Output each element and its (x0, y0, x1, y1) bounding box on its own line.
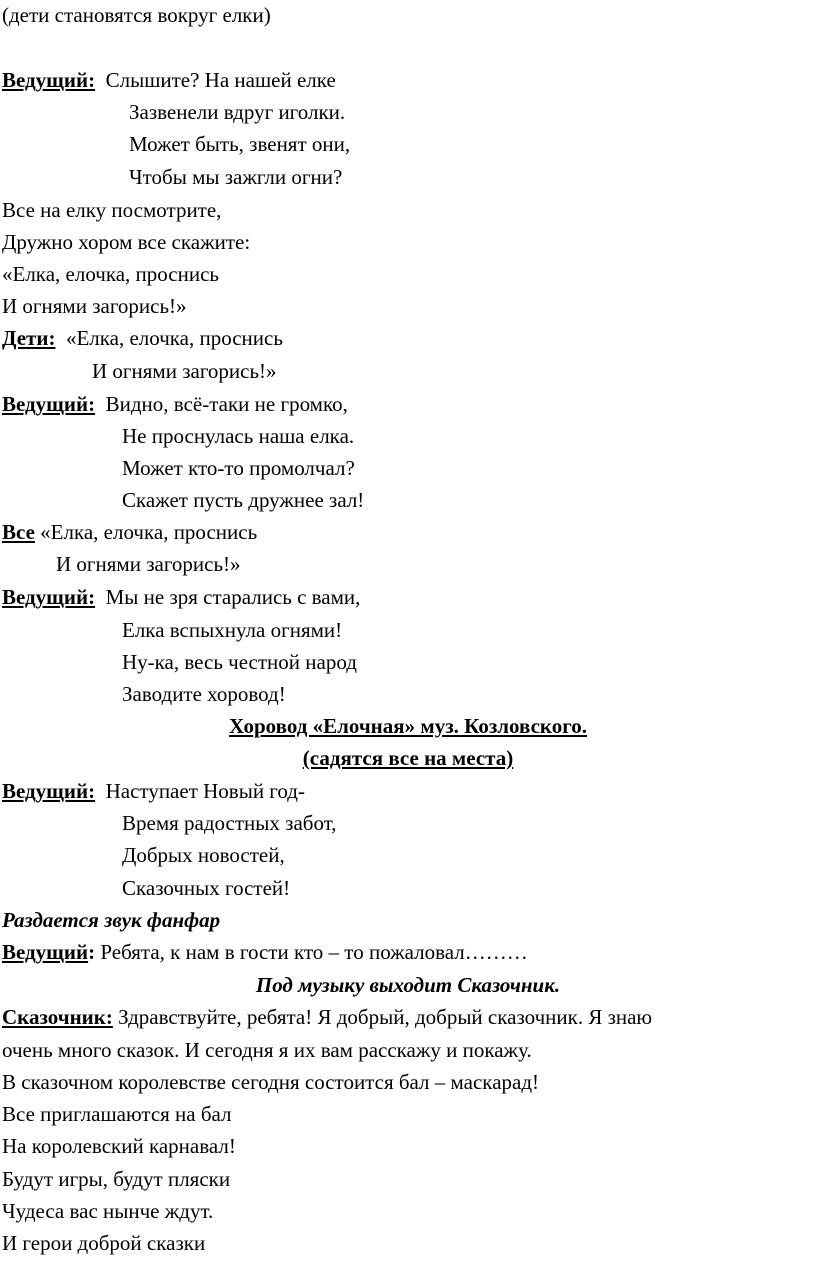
prose-line: В сказочном королевстве сегодня состоится бал – маскарад! (2, 1070, 540, 1094)
stage-direction: Раздается звук фанфар (2, 908, 221, 932)
verse-line: Все приглашаются на бал (2, 1102, 232, 1126)
verse-line: Будут игры, будут пляски (2, 1167, 231, 1191)
verse-line: И огнями загорись!» (92, 359, 277, 383)
speech-line: Все «Елка, елочка, проснись (2, 520, 258, 544)
verse-line: И огнями загорись!» (56, 552, 241, 576)
verse-line: Заводите хоровод! (122, 682, 286, 706)
speaker-label: Ведущий: (2, 585, 96, 609)
speaker-label: Ведущий: (2, 68, 96, 92)
speaker-label: Все (2, 520, 35, 544)
prose-line: очень много сказок. И сегодня я их вам расскажу и покажу. (2, 1038, 532, 1062)
stage-direction: (дети становятся вокруг елки) (2, 3, 271, 27)
verse-line: Добрых новостей, (122, 843, 285, 867)
speaker-label: Ведущий: (2, 779, 96, 803)
song-heading: Хоровод «Елочная» муз. Козловского. (228, 714, 588, 738)
speaker-label: Сказочник: (2, 1005, 113, 1029)
speech-line: Сказочник: Здравствуйте, ребята! Я добрый, добрый сказочник. Я знаю (2, 1005, 653, 1029)
speaker-label: Ведущий: (2, 392, 96, 416)
verse-line: На королевский карнавал! (2, 1134, 236, 1158)
verse-line: Сказочных гостей! (122, 876, 291, 900)
verse-line: Не проснулась наша елка. (122, 424, 355, 448)
verse-line: Ну-ка, весь честной народ (122, 650, 357, 674)
speaker-label: Дети: (2, 326, 56, 350)
verse-line: Чудеса вас нынче ждут. (2, 1199, 214, 1223)
verse-line: Елка вспыхнула огнями! (122, 618, 343, 642)
speech-line: Ведущий: Наступает Новый год- (2, 779, 305, 803)
speech-line: Ведущий: Слышите? На нашей елке (2, 68, 336, 92)
speech-line: Ведущий: Мы не зря старались с вами, (2, 585, 361, 609)
verse-line: Зазвенели вдруг иголки. (129, 100, 346, 124)
speaker-label: Ведущий (2, 940, 89, 964)
verse-line: Может кто-то промолчал? (122, 456, 355, 480)
verse-line: Дружно хором все скажите: (2, 230, 251, 254)
verse-line: Скажет пусть дружнее зал! (122, 488, 365, 512)
speech-line: Дети: «Елка, елочка, проснись (2, 326, 283, 350)
stage-direction-heading: (садятся все на места) (302, 746, 514, 770)
stage-direction-heading: Под музыку выходит Сказочник. (255, 973, 561, 997)
speech-line: Ведущий: Ребята, к нам в гости кто – то пожаловал……… (2, 940, 528, 964)
verse-line: Чтобы мы зажгли огни? (129, 165, 343, 189)
verse-line: Может быть, звенят они, (129, 132, 351, 156)
verse-line: И герои доброй сказки (2, 1231, 206, 1255)
verse-line: Время радостных забот, (122, 811, 337, 835)
verse-line: Все на елку посмотрите, (2, 198, 222, 222)
speech-line: Ведущий: Видно, всё-таки не громко, (2, 392, 348, 416)
verse-line: И огнями загорись!» (2, 294, 187, 318)
verse-line: «Елка, елочка, проснись (2, 262, 219, 286)
